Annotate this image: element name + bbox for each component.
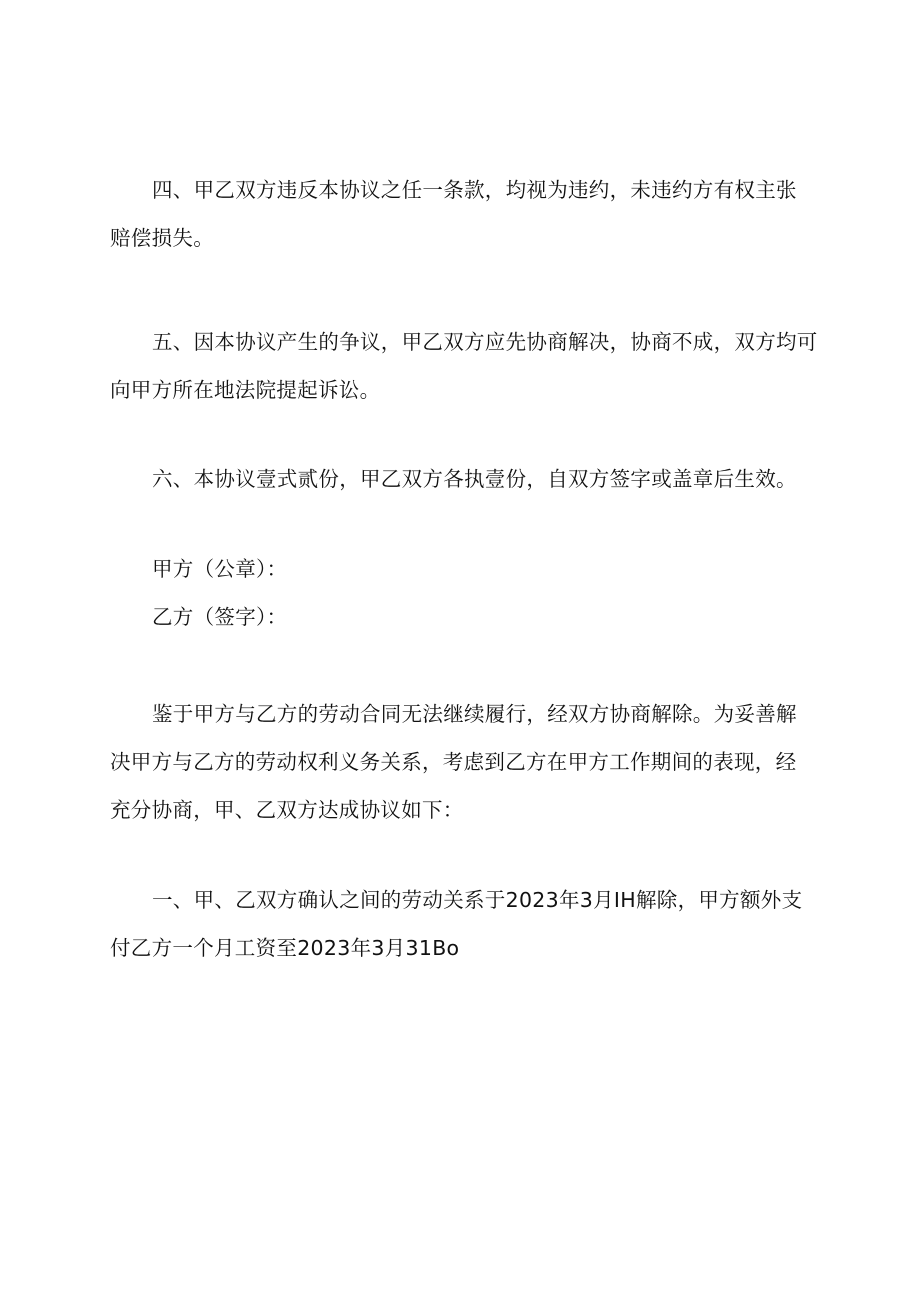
clause-5-line-1: 五、因本协议产生的争议，甲乙双方应先协商解决，协商不成，双方均可 [152, 330, 818, 354]
party-a-signature-label: 甲方（公章）： [152, 557, 288, 581]
signature-block [110, 545, 815, 641]
preamble-line-3: 充分协商，甲、乙双方达成协议如下： [110, 798, 464, 822]
clause-4-line-1: 四、甲乙双方违反本协议之任一条款，均视为违约，未违约方有权主张 [152, 178, 797, 202]
clause-5-line-2: 向甲方所在地法院提起诉讼。 [110, 378, 381, 402]
clause-1-paragraph [110, 876, 815, 972]
preamble-paragraph [110, 690, 815, 834]
preamble-line-2: 决甲方与乙方的劳动权利义务关系，考虑到乙方在甲方工作期间的表现，经 [110, 750, 797, 774]
clause-1-line-2: 付乙方一个月工资至2023年3月31Bo [110, 936, 460, 960]
preamble-line-1: 鉴于甲方与乙方的劳动合同无法继续履行，经双方协商解除。为妥善解 [152, 702, 797, 726]
clause-6-line-1: 六、本协议壹式贰份，甲乙双方各执壹份，自双方签字或盖章后生效。 [152, 467, 797, 491]
clause-4-paragraph [110, 166, 815, 262]
clause-5-paragraph [110, 318, 818, 414]
clause-6-paragraph [110, 455, 815, 503]
clause-4-line-2: 赔偿损失。 [110, 226, 214, 250]
party-b-signature-label: 乙方（签字）： [152, 605, 288, 629]
clause-1-line-1: 一、甲、乙双方确认之间的劳动关系于2023年3月IH解除，甲方额外支 [152, 888, 803, 912]
